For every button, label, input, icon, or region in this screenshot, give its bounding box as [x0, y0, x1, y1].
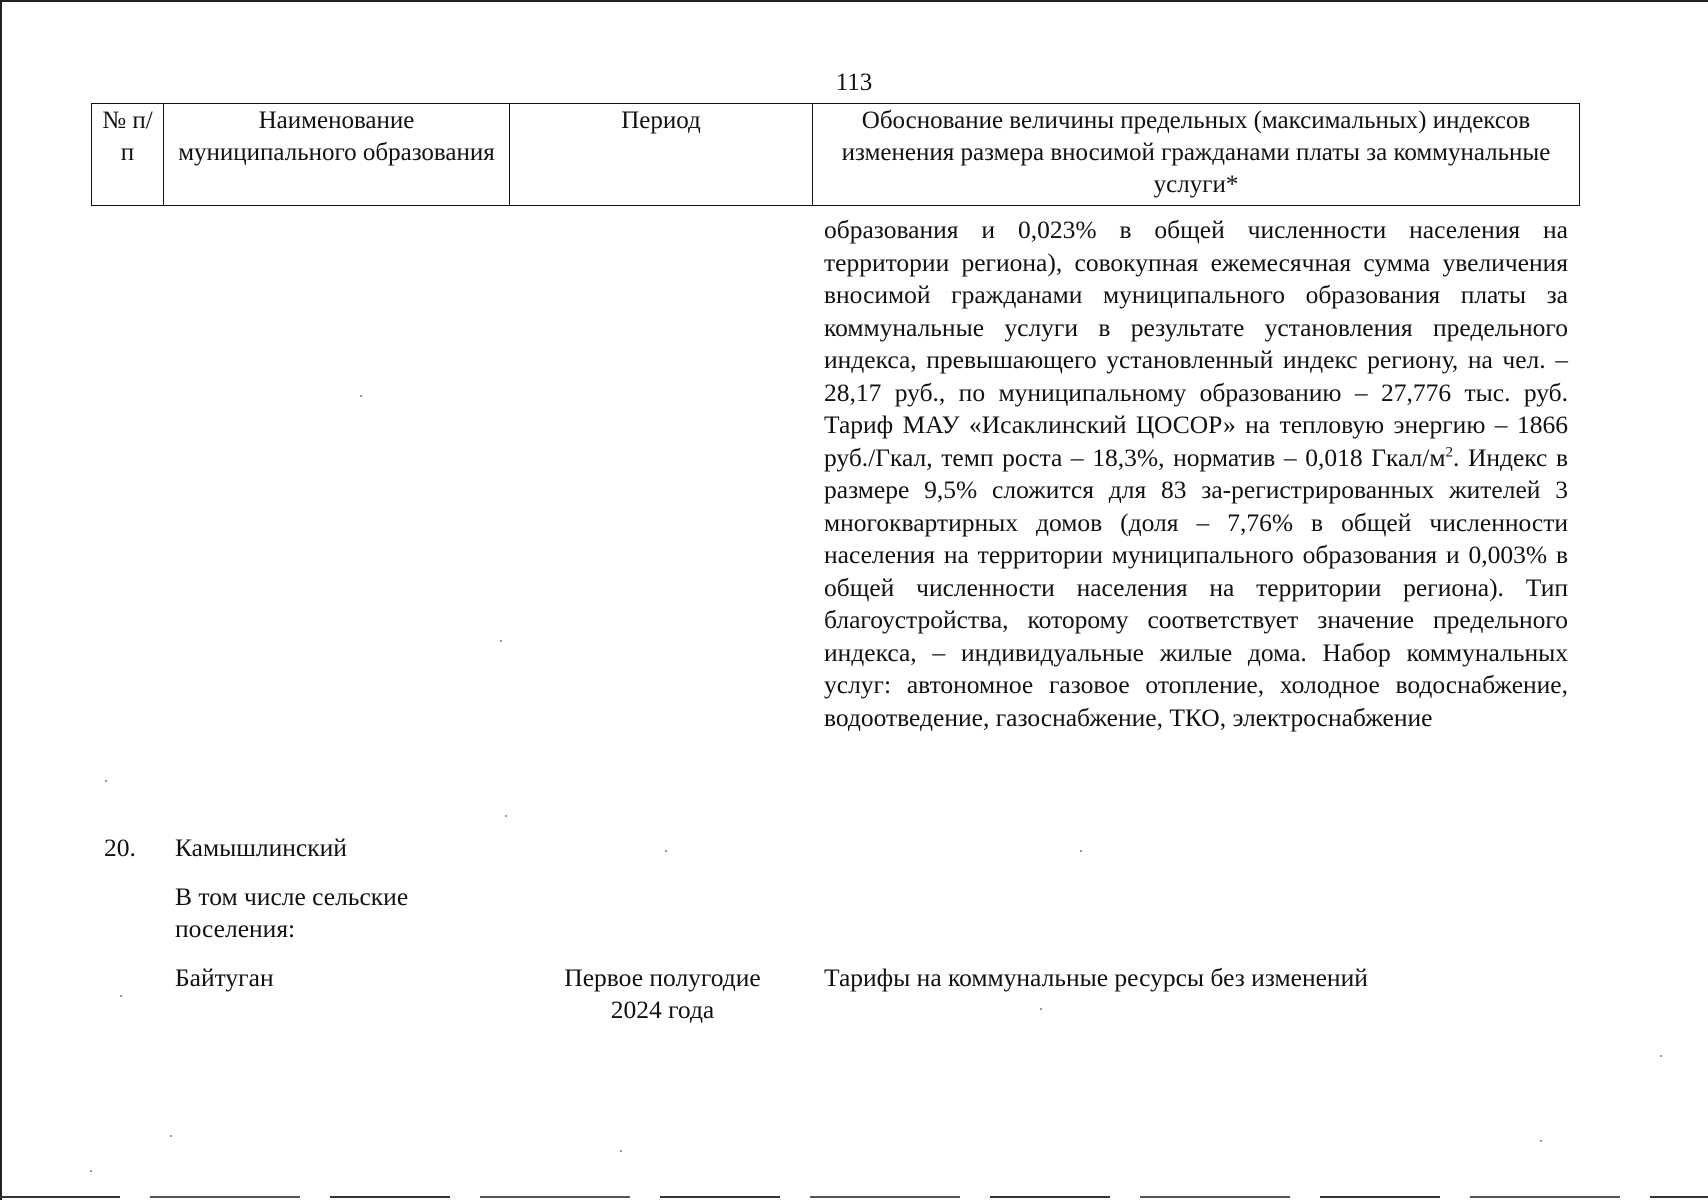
page-number-text: 113: [835, 69, 873, 96]
scan-border-left: [0, 0, 2, 1200]
continued-justification-text: [824, 214, 1568, 734]
scan-speck: [170, 1135, 172, 1137]
justification-text-part-1: образования и 0,023% в общей численности населения на территории региона), совокупная ежемесячная сумма увеличения вносимой гражданами муниципального образования платы за коммунальные услуги в результате установления предельного индекса, превышающего установленный индекс региону, на чел. – 28,17 руб., по муниципальному образованию – 27,776 тыс. руб. Тариф МАУ «Исаклинский ЦОСОР» на тепловую энергию – 1866 руб./Гкал, темп роста – 18,3%, норматив – 0,018 Гкал/м: [824, 215, 1568, 472]
table-header: [91, 103, 1580, 206]
settlement-period: Первое полугодие 2024 года: [564, 963, 761, 1024]
scan-speck: [90, 1170, 92, 1172]
superscript-2: 2: [1445, 444, 1453, 460]
municipality-name: Камышлинский: [175, 833, 347, 862]
scan-speck: [505, 815, 507, 817]
scan-border-bottom: [0, 1196, 1708, 1198]
header-col-period: Период: [510, 104, 813, 206]
scan-speck: [1080, 850, 1082, 852]
header-col-justification: Обоснование величины предельных (максимальных) индексов изменения размера вносимой гражданами платы за коммунальные услуги*: [813, 104, 1580, 206]
scan-speck: [360, 395, 362, 397]
scan-speck: [1660, 1055, 1662, 1057]
settlement-name: Байтуган: [175, 963, 274, 992]
header-col-number: № п/п: [92, 104, 164, 206]
scan-speck: [1540, 1140, 1542, 1142]
scan-speck: [1040, 1008, 1042, 1010]
table-header-row: [92, 104, 1580, 206]
justification-text-part-2: . Индекс в размере 9,5% сложится для 83 за-регистрированных жителей 3 многоквартирных домов (доля – 7,76% в общей численности населения на территории муниципального образования и 0,003% в общей численности населения на территории региона). Тип благоустройства, которому соответствует значение предельного индекса, – индивидуальные жилые дома. Набор коммунальных услуг: автономное газовое отопление, холодное водоснабжение, водоотведение, газоснабжение, ТКО, электроснабжение: [824, 442, 1569, 732]
scan-border-top: [0, 0, 1708, 2]
page-number: [0, 68, 1708, 98]
scan-speck: [120, 995, 122, 997]
row-number: 20.: [104, 833, 136, 862]
scan-speck: [500, 640, 502, 642]
scan-speck: [105, 780, 107, 782]
header-col-municipality: Наименование муниципального образования: [164, 104, 510, 206]
rural-settlements-subheading: В том числе сельские поселения:: [175, 882, 409, 943]
scan-speck: [620, 1150, 622, 1152]
scan-speck: [665, 850, 667, 852]
settlement-justification: Тарифы на коммунальные ресурсы без изменений: [824, 963, 1368, 992]
